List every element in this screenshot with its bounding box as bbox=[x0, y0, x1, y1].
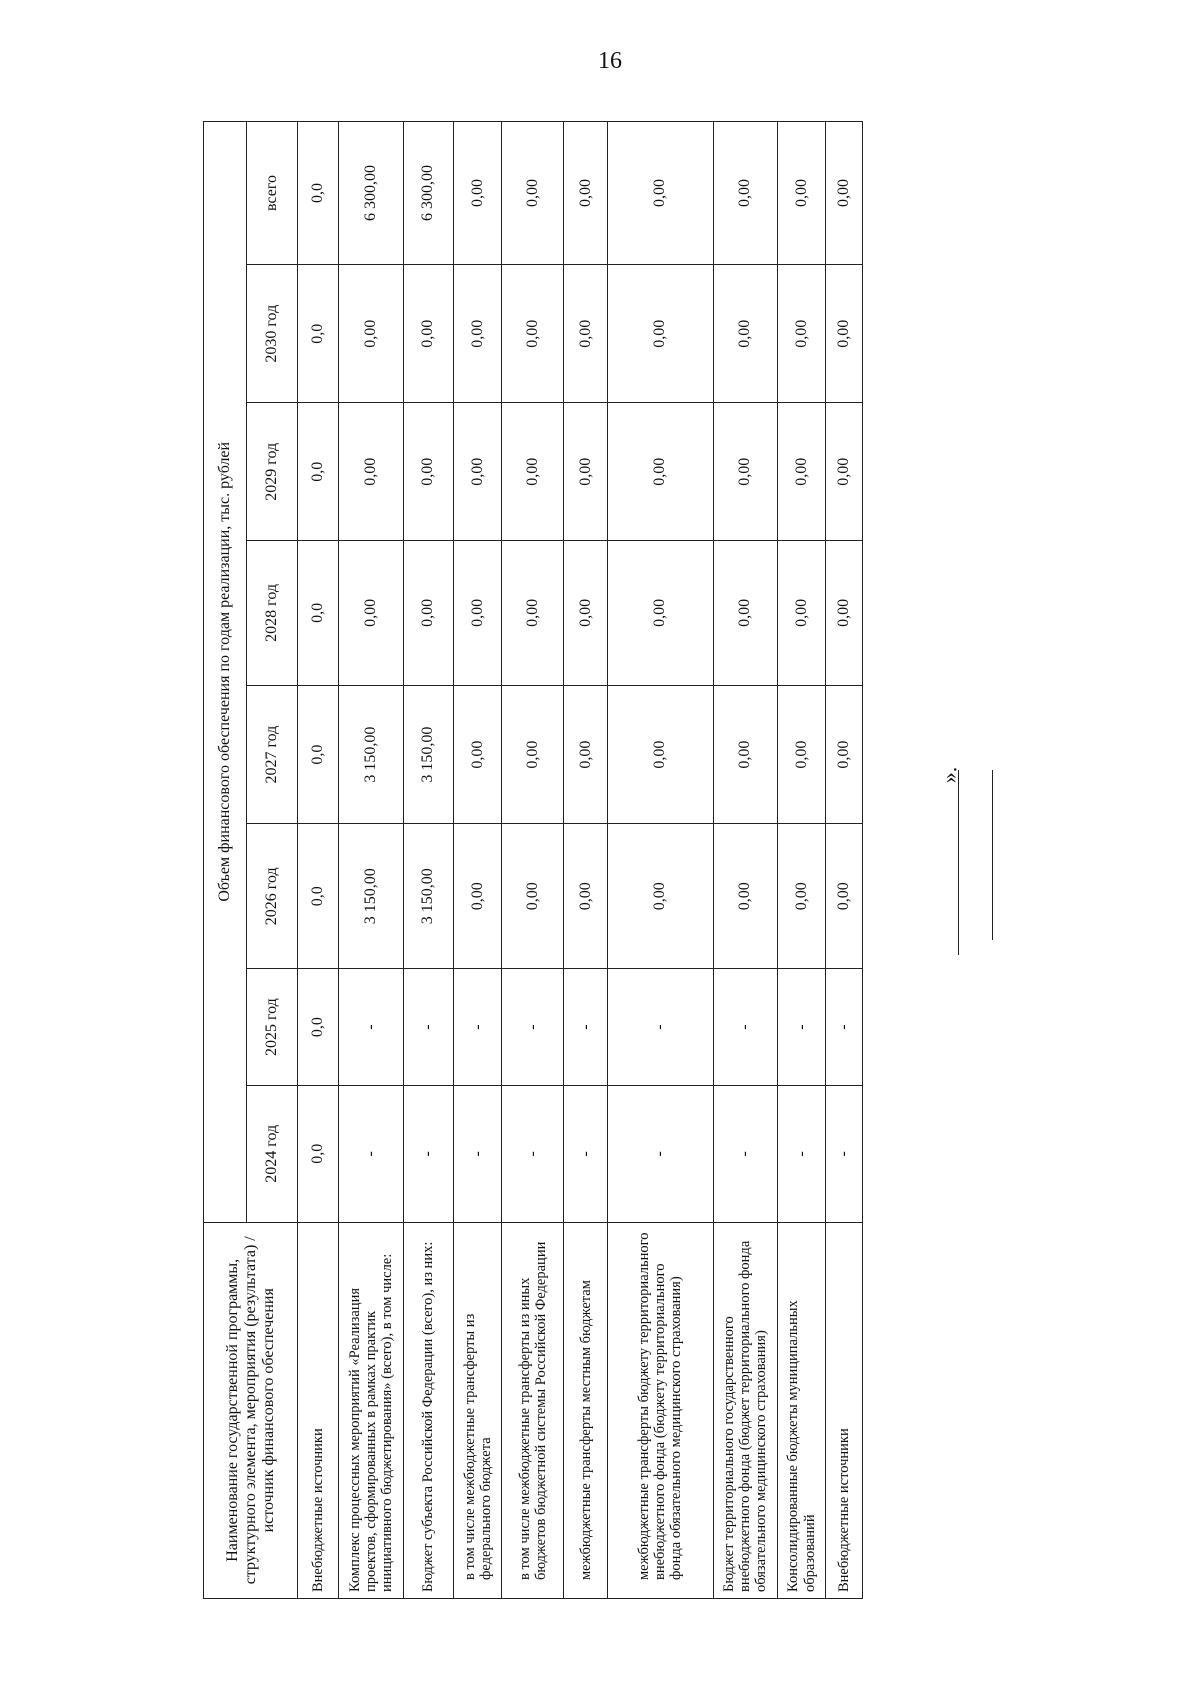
row-name: Бюджет субъекта Российской Федерации (всего), из них: bbox=[403, 1222, 454, 1598]
cell-value: 0,00 bbox=[826, 824, 863, 969]
cell-value: 6 300,00 bbox=[403, 122, 454, 265]
cell-value: 0,0 bbox=[298, 541, 339, 686]
header-year-6: 2030 год bbox=[247, 264, 298, 403]
table-row bbox=[607, 122, 713, 1599]
cell-value: 3 150,00 bbox=[403, 824, 454, 969]
row-name: Внебюджетные источники bbox=[826, 1222, 863, 1598]
cell-value: 0,00 bbox=[777, 403, 825, 541]
cell-value: 0,00 bbox=[713, 122, 777, 265]
cell-value: 0,00 bbox=[713, 685, 777, 824]
cell-value: 0,0 bbox=[298, 264, 339, 403]
closing-quote: ». bbox=[936, 766, 962, 784]
header-year-3: 2027 год bbox=[247, 685, 298, 824]
cell-value: 0,00 bbox=[502, 403, 564, 541]
cell-value: 0,00 bbox=[777, 824, 825, 969]
header-year-4: 2028 год bbox=[247, 541, 298, 686]
cell-value: 0,00 bbox=[607, 264, 713, 403]
cell-value: 0,0 bbox=[298, 969, 339, 1086]
header-year-5: 2029 год bbox=[247, 403, 298, 541]
header-financing-group: Объем финансового обеспечения по годам реализации, тыс. рублей bbox=[204, 122, 247, 1223]
cell-value: 0,00 bbox=[607, 403, 713, 541]
header-year-2: 2026 год bbox=[247, 824, 298, 969]
cell-value: - bbox=[403, 969, 454, 1086]
cell-value: 0,00 bbox=[713, 403, 777, 541]
cell-value: - bbox=[502, 1086, 564, 1223]
cell-value: - bbox=[713, 1086, 777, 1223]
cell-value: 0,00 bbox=[564, 541, 608, 686]
cell-value: 0,00 bbox=[502, 685, 564, 824]
cell-value: - bbox=[502, 969, 564, 1086]
cell-value: 0,00 bbox=[607, 685, 713, 824]
table-row bbox=[502, 122, 564, 1599]
cell-value: 0,00 bbox=[339, 541, 403, 686]
cell-value: 0,00 bbox=[454, 541, 502, 686]
financing-table-rotated bbox=[203, 121, 863, 1599]
cell-value: - bbox=[403, 1086, 454, 1223]
header-name-col: Наименование государственной программы, структурного элемента, мероприятия (результата) / источник финансового обеспечения bbox=[204, 1222, 298, 1598]
cell-value: 0,00 bbox=[607, 122, 713, 265]
cell-value: - bbox=[339, 969, 403, 1086]
cell-value: 0,00 bbox=[826, 122, 863, 265]
table-row bbox=[454, 122, 502, 1599]
signature-line-1 bbox=[958, 770, 959, 955]
cell-value: - bbox=[777, 1086, 825, 1223]
cell-value: 0,00 bbox=[826, 541, 863, 686]
cell-value: - bbox=[454, 969, 502, 1086]
table-row bbox=[298, 122, 339, 1599]
cell-value: 0,00 bbox=[713, 541, 777, 686]
cell-value: 0,00 bbox=[826, 264, 863, 403]
header-year-0: 2024 год bbox=[247, 1086, 298, 1223]
table-row bbox=[403, 122, 454, 1599]
cell-value: - bbox=[826, 1086, 863, 1223]
cell-value: 0,00 bbox=[339, 264, 403, 403]
cell-value: 0,00 bbox=[454, 264, 502, 403]
table-row bbox=[777, 122, 825, 1599]
page-number: 16 bbox=[598, 48, 622, 74]
cell-value: 0,00 bbox=[564, 403, 608, 541]
cell-value: 0,0 bbox=[298, 824, 339, 969]
cell-value: 0,00 bbox=[777, 122, 825, 265]
cell-value: 0,0 bbox=[298, 403, 339, 541]
row-name: Комплекс процессных мероприятий «Реализация проектов, сформированных в рамках практик инициативного бюджетирования» (всего), в том числе: bbox=[339, 1222, 403, 1598]
cell-value: 6 300,00 bbox=[339, 122, 403, 265]
cell-value: - bbox=[826, 969, 863, 1086]
cell-value: 3 150,00 bbox=[339, 824, 403, 969]
cell-value: 0,00 bbox=[454, 685, 502, 824]
cell-value: - bbox=[607, 969, 713, 1086]
cell-value: - bbox=[607, 1086, 713, 1223]
cell-value: 0,00 bbox=[777, 264, 825, 403]
row-name: Внебюджетные источники bbox=[298, 1222, 339, 1598]
cell-value: 0,00 bbox=[403, 264, 454, 403]
cell-value: 0,00 bbox=[607, 541, 713, 686]
row-name: Консолидированные бюджеты муниципальных образований bbox=[777, 1222, 825, 1598]
row-name: межбюджетные трансферты бюджету территориального внебюджетного фонда (бюджету территориального фонда обязательного медицинского страхования) bbox=[607, 1222, 713, 1598]
cell-value: - bbox=[564, 1086, 608, 1223]
cell-value: 0,00 bbox=[454, 122, 502, 265]
cell-value: 0,00 bbox=[502, 541, 564, 686]
row-name: в том числе межбюджетные трансферты из федерального бюджета bbox=[454, 1222, 502, 1598]
cell-value: 0,00 bbox=[339, 403, 403, 541]
cell-value: 0,00 bbox=[403, 541, 454, 686]
header-year-1: 2025 год bbox=[247, 969, 298, 1086]
cell-value: - bbox=[777, 969, 825, 1086]
table-row bbox=[564, 122, 608, 1599]
cell-value: 0,00 bbox=[777, 685, 825, 824]
cell-value: 0,00 bbox=[502, 122, 564, 265]
cell-value: 0,00 bbox=[777, 541, 825, 686]
table-row bbox=[713, 122, 777, 1599]
cell-value: 0,0 bbox=[298, 122, 339, 265]
financing-table bbox=[203, 121, 863, 1599]
cell-value: 0,00 bbox=[607, 824, 713, 969]
cell-value: 0,00 bbox=[454, 824, 502, 969]
cell-value: 0,00 bbox=[826, 403, 863, 541]
table-row bbox=[826, 122, 863, 1599]
row-name: в том числе межбюджетные трансферты из иных бюджетов бюджетной системы Российской Федерации bbox=[502, 1222, 564, 1598]
cell-value: 0,00 bbox=[564, 122, 608, 265]
cell-value: 0,00 bbox=[564, 264, 608, 403]
signature-line-2 bbox=[992, 770, 993, 940]
cell-value: - bbox=[713, 969, 777, 1086]
cell-value: 0,00 bbox=[454, 403, 502, 541]
cell-value: 0,00 bbox=[564, 685, 608, 824]
cell-value: 0,00 bbox=[826, 685, 863, 824]
cell-value: - bbox=[564, 969, 608, 1086]
cell-value: 0,00 bbox=[403, 403, 454, 541]
cell-value: 0,0 bbox=[298, 685, 339, 824]
cell-value: 0,00 bbox=[502, 264, 564, 403]
cell-value: - bbox=[339, 1086, 403, 1223]
cell-value: 0,00 bbox=[564, 824, 608, 969]
cell-value: 3 150,00 bbox=[339, 685, 403, 824]
cell-value: 0,00 bbox=[713, 264, 777, 403]
cell-value: 0,0 bbox=[298, 1086, 339, 1223]
cell-value: 0,00 bbox=[502, 824, 564, 969]
row-name: Бюджет территориального государственного внебюджетного фонда (бюджет территориального фонда обязательного медицинского страхования) bbox=[713, 1222, 777, 1598]
row-name: межбюджетные трансферты местным бюджетам bbox=[564, 1222, 608, 1598]
cell-value: 0,00 bbox=[713, 824, 777, 969]
cell-value: 3 150,00 bbox=[403, 685, 454, 824]
cell-value: - bbox=[454, 1086, 502, 1223]
table-row bbox=[339, 122, 403, 1599]
header-year-7: всего bbox=[247, 122, 298, 265]
